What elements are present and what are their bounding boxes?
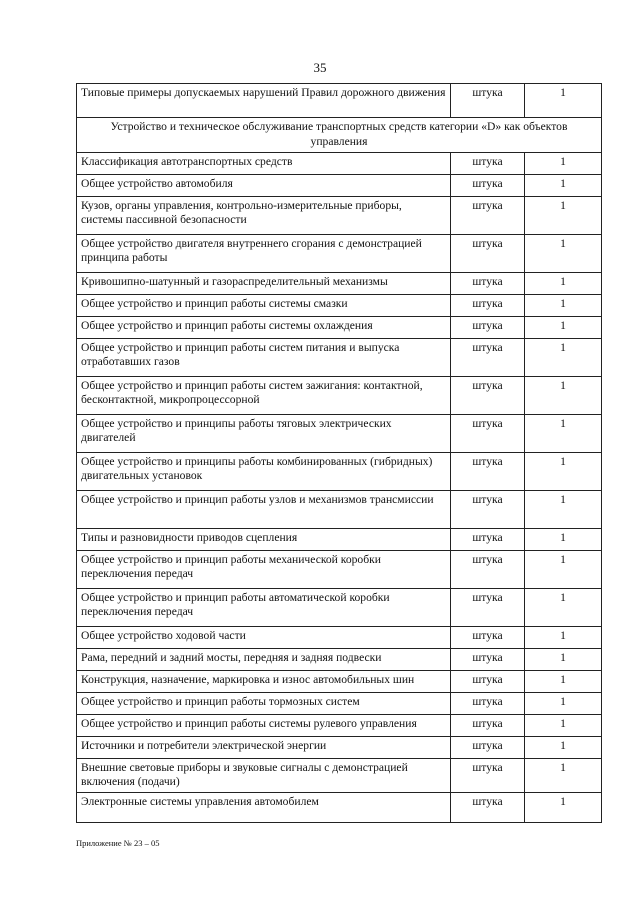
item-unit: штука bbox=[451, 338, 525, 376]
table-row bbox=[77, 152, 602, 174]
item-name: Общее устройство и принцип работы автоматической коробки переключения передач bbox=[77, 588, 451, 626]
item-unit: штука bbox=[451, 736, 525, 758]
item-name: Рама, передний и задний мосты, передняя и задняя подвески bbox=[77, 648, 451, 670]
table-row bbox=[77, 670, 602, 692]
item-name: Конструкция, назначение, маркировка и износ автомобильных шин bbox=[77, 670, 451, 692]
item-name: Общее устройство и принцип работы систем зажигания: контактной, бесконтактной, микропроцессорной bbox=[77, 376, 451, 414]
item-quantity: 1 bbox=[525, 174, 602, 196]
item-name: Общее устройство двигателя внутреннего сгорания с демонстрацией принципа работы bbox=[77, 234, 451, 272]
table-row bbox=[77, 528, 602, 550]
item-quantity: 1 bbox=[525, 490, 602, 528]
item-quantity: 1 bbox=[525, 272, 602, 294]
item-name: Общее устройство и принцип работы системы рулевого управления bbox=[77, 714, 451, 736]
table-row bbox=[77, 626, 602, 648]
item-unit: штука bbox=[451, 588, 525, 626]
item-quantity: 1 bbox=[525, 196, 602, 234]
item-unit: штука bbox=[451, 152, 525, 174]
item-unit: штука bbox=[451, 758, 525, 793]
table-row bbox=[77, 452, 602, 490]
item-name: Типовые примеры допускаемых нарушений Правил дорожного движения bbox=[77, 84, 451, 118]
table-row bbox=[77, 316, 602, 338]
equipment-table bbox=[76, 83, 602, 823]
section-title: Устройство и техническое обслуживание транспортных средств категории «D» как объектов управления bbox=[77, 118, 602, 153]
item-quantity: 1 bbox=[525, 452, 602, 490]
table-row bbox=[77, 714, 602, 736]
table-row bbox=[77, 736, 602, 758]
item-quantity: 1 bbox=[525, 376, 602, 414]
item-unit: штука bbox=[451, 316, 525, 338]
item-name: Общее устройство и принцип работы системы смазки bbox=[77, 294, 451, 316]
item-quantity: 1 bbox=[525, 714, 602, 736]
table-row bbox=[77, 490, 602, 528]
table-row bbox=[77, 272, 602, 294]
item-unit: штука bbox=[451, 174, 525, 196]
item-unit: штука bbox=[451, 648, 525, 670]
table-row bbox=[77, 338, 602, 376]
table-row bbox=[77, 588, 602, 626]
item-unit: штука bbox=[451, 670, 525, 692]
item-unit: штука bbox=[451, 714, 525, 736]
item-quantity: 1 bbox=[525, 234, 602, 272]
table-row bbox=[77, 376, 602, 414]
item-name: Общее устройство и принцип работы системы охлаждения bbox=[77, 316, 451, 338]
item-unit: штука bbox=[451, 376, 525, 414]
item-name: Кривошипно-шатунный и газораспределительный механизмы bbox=[77, 272, 451, 294]
table-row bbox=[77, 294, 602, 316]
item-unit: штука bbox=[451, 452, 525, 490]
item-name: Типы и разновидности приводов сцепления bbox=[77, 528, 451, 550]
item-quantity: 1 bbox=[525, 152, 602, 174]
footer-note: Приложение № 23 – 05 bbox=[76, 838, 160, 848]
item-unit: штука bbox=[451, 626, 525, 648]
page-number: 35 bbox=[313, 60, 327, 75]
item-unit: штука bbox=[451, 234, 525, 272]
item-name: Классификация автотранспортных средств bbox=[77, 152, 451, 174]
item-name: Общее устройство ходовой части bbox=[77, 626, 451, 648]
item-unit: штука bbox=[451, 793, 525, 823]
table-row bbox=[77, 84, 602, 118]
item-quantity: 1 bbox=[525, 626, 602, 648]
item-quantity: 1 bbox=[525, 793, 602, 823]
item-name: Электронные системы управления автомобилем bbox=[77, 793, 451, 823]
item-name: Общее устройство и принцип работы тормозных систем bbox=[77, 692, 451, 714]
item-quantity: 1 bbox=[525, 588, 602, 626]
item-quantity: 1 bbox=[525, 736, 602, 758]
table-row bbox=[77, 758, 602, 793]
table-row bbox=[77, 793, 602, 823]
item-quantity: 1 bbox=[525, 648, 602, 670]
item-name: Общее устройство автомобиля bbox=[77, 174, 451, 196]
item-quantity: 1 bbox=[525, 550, 602, 588]
item-quantity: 1 bbox=[525, 692, 602, 714]
item-quantity: 1 bbox=[525, 758, 602, 793]
item-name: Внешние световые приборы и звуковые сигналы с демонстрацией включения (подачи) bbox=[77, 758, 451, 793]
item-unit: штука bbox=[451, 414, 525, 452]
item-unit: штука bbox=[451, 294, 525, 316]
item-unit: штука bbox=[451, 196, 525, 234]
item-name: Общее устройство и принцип работы механической коробки переключения передач bbox=[77, 550, 451, 588]
item-quantity: 1 bbox=[525, 670, 602, 692]
table-row bbox=[77, 174, 602, 196]
item-name: Общее устройство и принципы работы комбинированных (гибридных) двигательных установок bbox=[77, 452, 451, 490]
item-quantity: 1 bbox=[525, 528, 602, 550]
table-body bbox=[77, 84, 602, 823]
table-row bbox=[77, 234, 602, 272]
item-name: Кузов, органы управления, контрольно-измерительные приборы, системы пассивной безопасности bbox=[77, 196, 451, 234]
item-unit: штука bbox=[451, 692, 525, 714]
item-unit: штука bbox=[451, 272, 525, 294]
item-unit: штука bbox=[451, 550, 525, 588]
item-unit: штука bbox=[451, 84, 525, 118]
table-row bbox=[77, 648, 602, 670]
table-row bbox=[77, 550, 602, 588]
item-unit: штука bbox=[451, 490, 525, 528]
item-quantity: 1 bbox=[525, 316, 602, 338]
item-quantity: 1 bbox=[525, 294, 602, 316]
item-name: Общее устройство и принцип работы узлов и механизмов трансмиссии bbox=[77, 490, 451, 528]
item-name: Общее устройство и принцип работы систем питания и выпуска отработавших газов bbox=[77, 338, 451, 376]
section-row bbox=[77, 118, 602, 153]
item-unit: штука bbox=[451, 528, 525, 550]
table-row bbox=[77, 196, 602, 234]
item-quantity: 1 bbox=[525, 84, 602, 118]
item-quantity: 1 bbox=[525, 414, 602, 452]
item-name: Источники и потребители электрической энергии bbox=[77, 736, 451, 758]
table-row bbox=[77, 414, 602, 452]
table-row bbox=[77, 692, 602, 714]
item-name: Общее устройство и принципы работы тяговых электрических двигателей bbox=[77, 414, 451, 452]
item-quantity: 1 bbox=[525, 338, 602, 376]
